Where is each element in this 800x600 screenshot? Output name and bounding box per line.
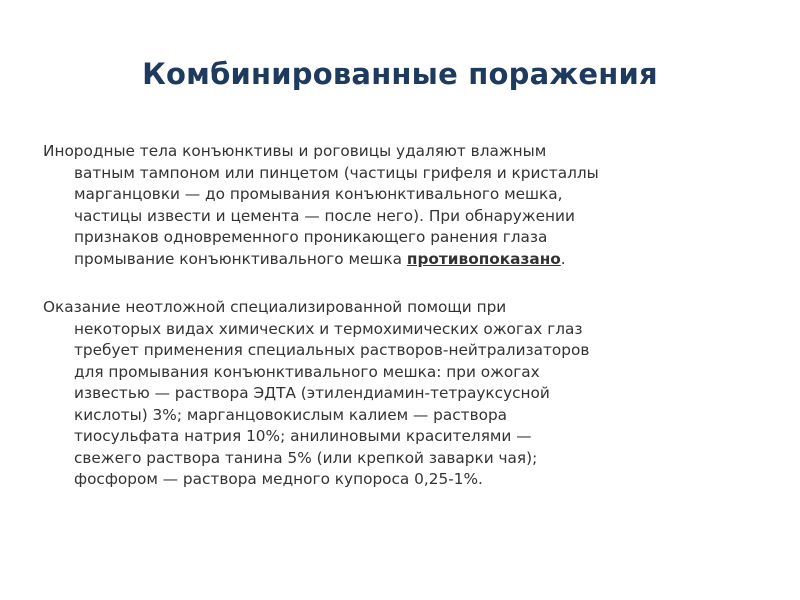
paragraph-foreign-bodies: [43, 141, 643, 270]
slide-body: [43, 141, 643, 491]
paragraph-line: кислоты) 3%; марганцовокислым калием — раствора: [74, 405, 508, 424]
paragraph-line: Оказание неотложной специализированной помощи при: [43, 298, 507, 316]
slide-title: Комбинированные поражения: [142, 57, 658, 91]
paragraph-line: для промывания конъюнктивального мешка: при ожогах: [74, 362, 540, 381]
paragraph-line-end: .: [560, 249, 566, 268]
paragraph-line: марганцовки — до промывания конъюнктивального мешка,: [74, 185, 563, 203]
paragraph-line: требует применения специальных растворов-нейтрализаторов: [74, 341, 590, 359]
paragraph-line: частицы извести и цемента — после него). При обнаружении: [74, 206, 575, 225]
paragraph-line-start: промывание конъюнктивального мешка: [74, 249, 407, 268]
paragraph-line: известью — раствора ЭДТА (этилендиамин-тетрауксусной: [74, 384, 550, 402]
paragraph-line: фосфором — раствора медного купороса 0,25-1%.: [74, 470, 483, 488]
paragraph-line: признаков одновременного проникающего ранения глаза: [74, 228, 548, 246]
paragraph-line: Инородные тела конъюнктивы и роговицы удаляют влажным: [43, 142, 547, 160]
paragraph-line: тиосульфата натрия 10%; анилиновыми красителями —: [74, 427, 532, 445]
paragraph-emergency-care: [43, 297, 643, 491]
paragraph-line: некоторых видах химических и термохимических ожогах глаз: [74, 319, 583, 338]
paragraph-line: ватным тампоном или пинцетом (частицы грифеля и кристаллы: [74, 163, 599, 182]
contraindicated-emphasis: противопоказано: [406, 249, 561, 268]
paragraph-line: свежего раствора танина 5% (или крепкой заварки чая);: [74, 448, 538, 467]
